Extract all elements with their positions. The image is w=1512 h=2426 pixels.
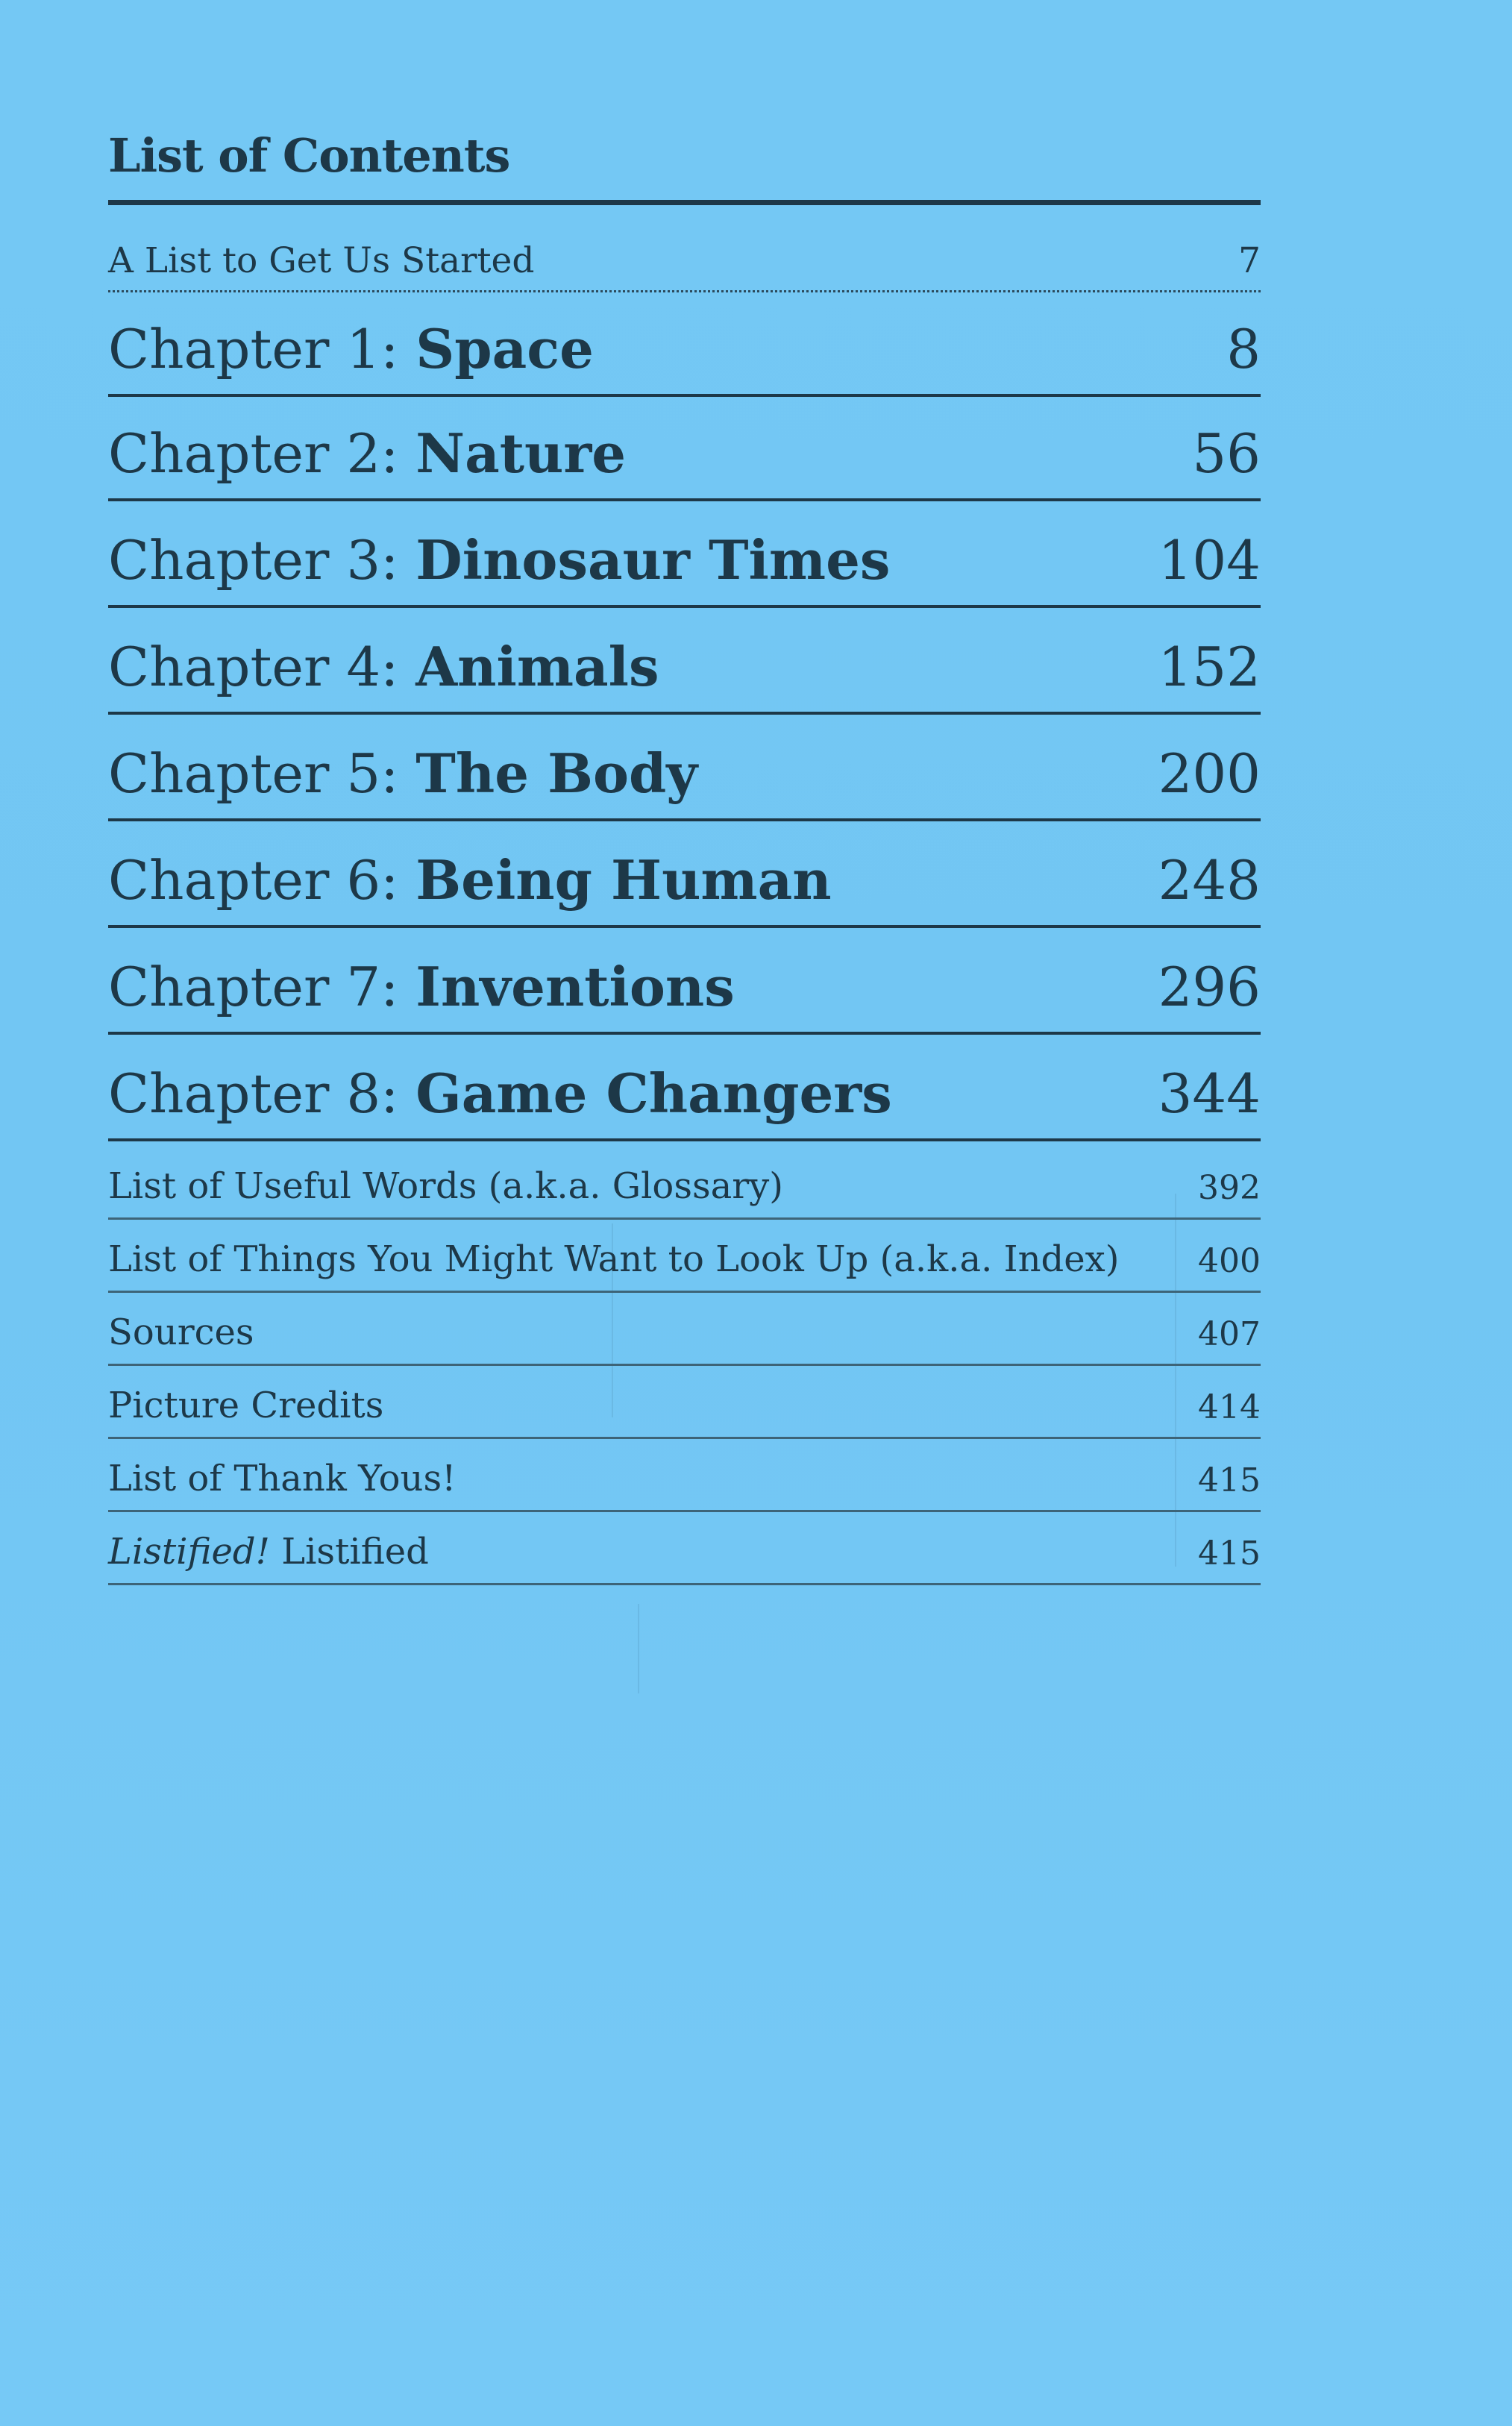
entry-page-number: 392 (1198, 1169, 1261, 1207)
entry-label: Picture Credits (108, 1385, 384, 1426)
toc-entry-chapter-5[interactable] (108, 717, 1261, 821)
chapter-name: Animals (415, 635, 659, 698)
toc-entry-chapter-2[interactable] (108, 397, 1261, 501)
page-title: List of Contents (108, 128, 510, 183)
toc-entry-chapter-3[interactable] (108, 504, 1261, 608)
entry-page-number: 414 (1198, 1388, 1261, 1426)
chapter-title (108, 317, 594, 380)
chapter-prefix: Chapter 1: (108, 318, 399, 380)
toc-entry-glossary[interactable] (108, 1147, 1261, 1220)
chapter-prefix: Chapter 8: (108, 1062, 399, 1125)
toc-entry-picture-credits[interactable] (108, 1367, 1261, 1439)
chapter-name: Dinosaur Times (415, 528, 891, 592)
toc-entry-chapter-1[interactable] (108, 292, 1261, 397)
entry-page-number: 200 (1158, 742, 1261, 805)
entry-page-number: 56 (1192, 422, 1261, 485)
toc-entry-chapter-4[interactable] (108, 610, 1261, 715)
chapter-prefix: Chapter 3: (108, 529, 399, 592)
chapter-name: Space (415, 317, 594, 380)
entry-page-number: 152 (1158, 636, 1261, 698)
chapter-title (108, 635, 659, 698)
entry-label-italic: Listified! (108, 1531, 270, 1573)
chapter-prefix: Chapter 2: (108, 422, 399, 485)
toc-entry-chapter-6[interactable] (108, 824, 1261, 928)
entry-label: A List to Get Us Started (108, 240, 535, 281)
chapter-prefix: Chapter 5: (108, 742, 399, 805)
entry-label: List of Things You Might Want to Look Up (a.k.a. Index) (108, 1238, 1120, 1280)
chapter-name: Game Changers (415, 1062, 892, 1125)
chapter-title (108, 528, 890, 592)
chapter-title (108, 421, 626, 485)
chapter-name: The Body (415, 742, 698, 805)
entry-label: List of Thank Yous! (108, 1458, 457, 1499)
entry-label-text: Listified (281, 1531, 429, 1573)
entry-page-number: 8 (1226, 318, 1261, 380)
entry-page-number: 400 (1198, 1242, 1261, 1280)
toc-entry-chapter-8[interactable] (108, 1037, 1261, 1141)
toc-entry-intro[interactable] (108, 240, 1261, 292)
toc-entry-index[interactable] (108, 1220, 1261, 1293)
chapter-name: Inventions (415, 955, 735, 1018)
entry-page-number: 296 (1158, 956, 1261, 1018)
toc-entry-thank-yous[interactable] (108, 1440, 1261, 1512)
entry-page-number: 344 (1158, 1062, 1261, 1125)
entry-label: List of Useful Words (a.k.a. Glossary) (108, 1165, 783, 1207)
entry-page-number: 407 (1198, 1315, 1261, 1353)
entry-page-number: 7 (1238, 240, 1261, 281)
chapter-title (108, 742, 697, 805)
entry-page-number: 415 (1198, 1461, 1261, 1499)
chapter-title (108, 848, 832, 912)
chapter-title (108, 955, 735, 1018)
entry-page-number: 415 (1198, 1535, 1261, 1573)
entry-label (108, 1531, 429, 1573)
entry-label: Sources (108, 1311, 254, 1353)
chapter-name: Being Human (415, 848, 832, 912)
chapter-name: Nature (415, 421, 627, 485)
chapter-title (108, 1062, 892, 1125)
entry-page-number: 104 (1158, 529, 1261, 592)
chapter-prefix: Chapter 6: (108, 849, 399, 912)
entry-page-number: 248 (1158, 849, 1261, 912)
toc-entry-listified[interactable] (108, 1513, 1261, 1585)
toc-entry-sources[interactable] (108, 1294, 1261, 1366)
chapter-prefix: Chapter 4: (108, 636, 399, 698)
title-rule (108, 200, 1261, 205)
scan-crease (638, 1604, 639, 1693)
chapter-prefix: Chapter 7: (108, 956, 399, 1018)
toc-entry-chapter-7[interactable] (108, 930, 1261, 1035)
